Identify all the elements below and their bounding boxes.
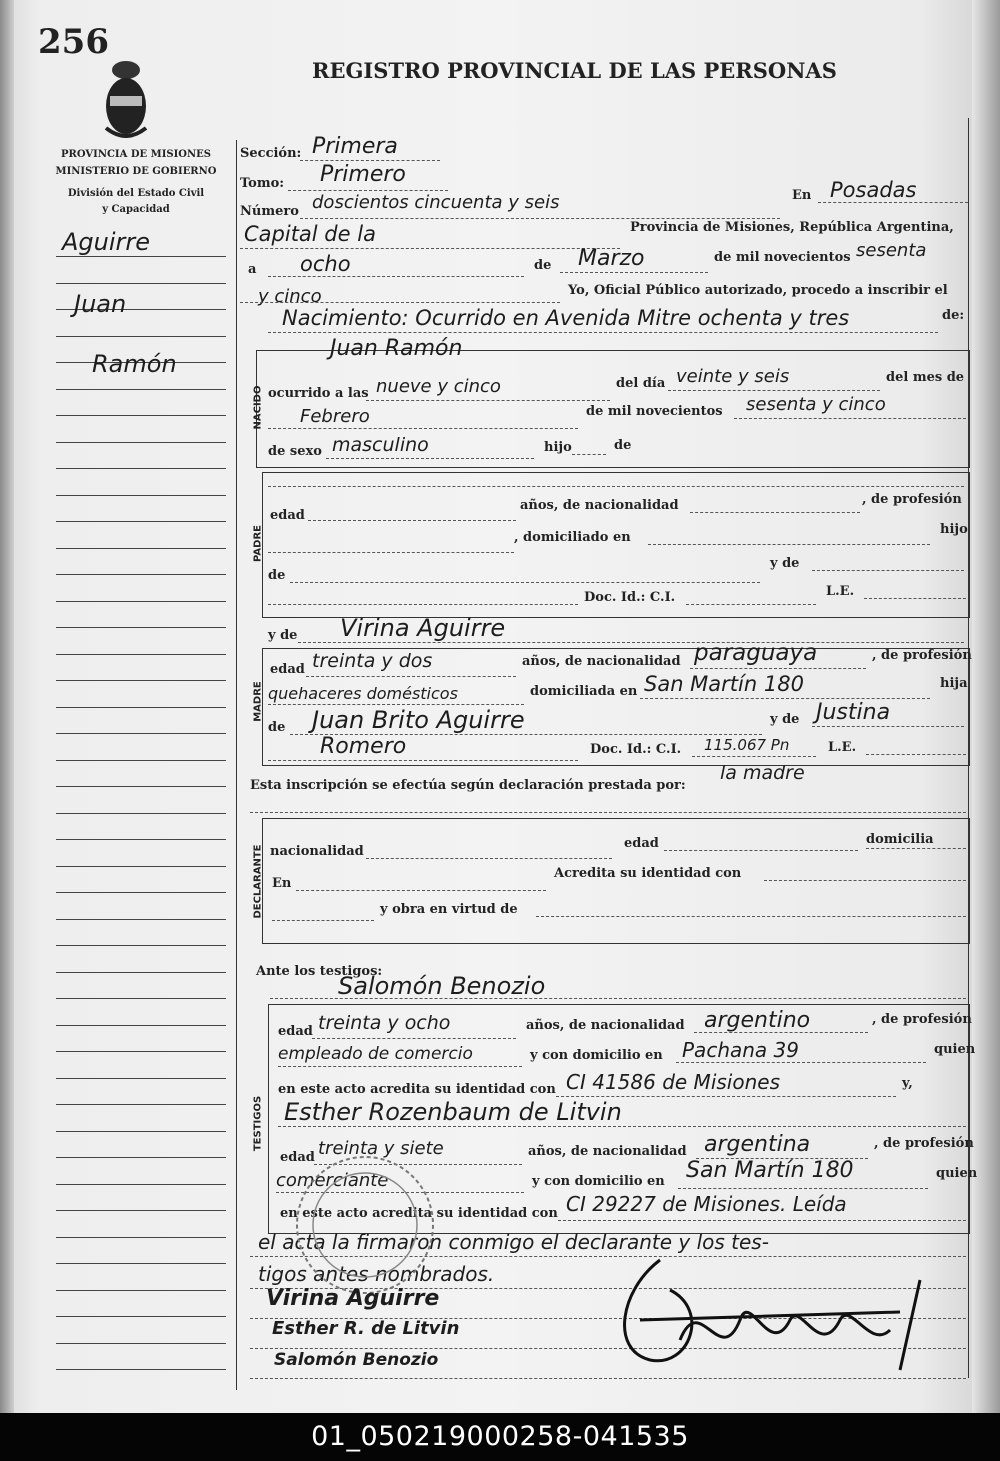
abuela-line xyxy=(812,726,964,727)
margin-rule xyxy=(56,866,226,867)
t2-nac-value: argentina xyxy=(704,1132,811,1157)
margin-surname: Aguirre xyxy=(62,228,151,256)
madre-label: MADRE xyxy=(252,681,264,722)
padre-doc-label: Doc. Id.: C.I. xyxy=(584,590,676,605)
madre-dom-label: domiciliada en xyxy=(530,684,638,699)
margin-rule xyxy=(56,813,226,814)
padre-de-label: de xyxy=(268,568,286,583)
margin-rule xyxy=(56,1025,226,1026)
margin-rule xyxy=(56,1131,226,1132)
madre-nac-line xyxy=(690,668,866,669)
madre-prof-line xyxy=(268,704,524,705)
t1-doc-line xyxy=(556,1096,896,1097)
tomo-line xyxy=(288,190,448,191)
margin-rule xyxy=(56,389,226,390)
official-signature-icon xyxy=(600,1250,960,1380)
margin-rule xyxy=(56,256,226,257)
padre-edad-line xyxy=(308,520,516,521)
margin-rule xyxy=(56,972,226,973)
madre-prof-value: quehaceres domésticos xyxy=(268,684,458,703)
dia-nac-value: veinte y seis xyxy=(676,366,790,387)
margin-rule xyxy=(56,415,226,416)
margin-rule xyxy=(56,468,226,469)
t1-acredita-label: en este acto acredita su identidad con xyxy=(278,1082,556,1097)
padre-dom-line xyxy=(648,544,930,545)
madre-dom-line xyxy=(640,698,930,699)
padre-doc-pre-line xyxy=(268,604,578,605)
en-line xyxy=(818,202,968,203)
padre-profesion-label: , de profesión xyxy=(862,492,962,507)
t1-doc-value: CI 41586 de Misiones xyxy=(566,1070,780,1094)
margin-rule xyxy=(56,1290,226,1291)
margin-rule xyxy=(56,1078,226,1079)
declarante-label: DECLARANTE xyxy=(252,844,264,919)
ministry-line4: y Capacidad xyxy=(102,204,170,215)
madre-hija-label: hija xyxy=(940,676,968,691)
nacimiento-line xyxy=(268,332,938,333)
madre-de-label: de xyxy=(268,720,286,735)
form-title: REGISTRO PROVINCIAL DE LAS PERSONAS xyxy=(312,58,837,83)
margin-rule xyxy=(56,945,226,946)
declarante-section xyxy=(262,818,970,944)
madre-dom-value: San Martín 180 xyxy=(644,672,804,696)
t1-edad-line xyxy=(312,1038,516,1039)
madre-edad-label: edad xyxy=(270,662,305,677)
declarante-value: la madre xyxy=(720,762,805,784)
t2-dom-line xyxy=(678,1188,928,1189)
madre-yde-label: y de xyxy=(268,628,298,643)
de-colon-label: de: xyxy=(942,308,965,323)
padre-anos-label: años, de nacionalidad xyxy=(520,498,679,513)
margin-rule xyxy=(56,839,226,840)
t2-doc-line xyxy=(558,1220,966,1221)
padre-yde-label: y de xyxy=(770,556,800,571)
margin-rule xyxy=(56,1263,226,1264)
margin-rule xyxy=(56,760,226,761)
ocurrido-label: ocurrido a las xyxy=(268,386,369,401)
abuela-value-b: Romero xyxy=(320,734,407,759)
anio-nac-value: sesenta y cinco xyxy=(746,394,886,415)
t1-quien-label: quien xyxy=(934,1042,976,1057)
padre-nac-line xyxy=(690,512,860,513)
t2-dom-label: y con domicilio en xyxy=(532,1174,665,1189)
inscripcion-line xyxy=(250,812,966,813)
en-value: Posadas xyxy=(830,178,917,202)
decl-pre-line xyxy=(272,920,374,921)
decl-acredita-label: Acredita su identidad con xyxy=(554,866,742,881)
seccion-line xyxy=(300,160,440,161)
margin-rule xyxy=(56,548,226,549)
padre-parents-line xyxy=(290,582,760,583)
t2-prof-value: comerciante xyxy=(276,1170,389,1191)
page-number: 256 xyxy=(38,22,109,62)
margin-rule xyxy=(56,1184,226,1185)
t1-dom-label: y con domicilio en xyxy=(530,1048,663,1063)
margin-rule xyxy=(56,1104,226,1105)
madre-name-line xyxy=(298,642,964,643)
testigo1-line xyxy=(270,998,966,999)
testigos-label: Ante los testigos: xyxy=(256,964,383,979)
madre-nombre-value: Virina Aguirre xyxy=(340,614,506,642)
official-stamp-icon xyxy=(290,1150,440,1300)
margin-rule xyxy=(56,574,226,575)
dia-nac-line xyxy=(668,390,880,391)
padre-le-label: L.E. xyxy=(826,584,855,599)
decl-edad-label: edad xyxy=(624,836,659,851)
decl-nac-label: nacionalidad xyxy=(270,844,364,859)
ministry-line1: PROVINCIA DE MISIONES xyxy=(61,149,211,160)
yo-oficial-label: Yo, Oficial Público autorizado, procedo a inscribir el xyxy=(568,283,948,298)
t1-nac-value: argentino xyxy=(704,1008,811,1033)
de2-label: de xyxy=(614,438,632,453)
capital-line xyxy=(240,248,620,249)
padre-le-line xyxy=(864,598,966,599)
margin-rule xyxy=(56,1369,226,1370)
margin-rule xyxy=(56,707,226,708)
sexo-label: de sexo xyxy=(268,444,322,459)
cierre-line2: tigos antes nombrados. xyxy=(258,1262,495,1286)
sexo-value: masculino xyxy=(332,434,429,456)
t2-edad-label: edad xyxy=(280,1150,315,1165)
padre-edad-label: edad xyxy=(270,508,305,523)
decl-domicilia-line xyxy=(866,848,966,849)
mes-line xyxy=(560,272,708,273)
margin-rule xyxy=(56,919,226,920)
anio-value-a: sesenta xyxy=(856,240,927,261)
margin-rule xyxy=(56,495,226,496)
ministry-line2: MINISTERIO DE GOBIERNO xyxy=(55,166,217,177)
cierre-line1: el acta la firmaron conmigo el declarante y los tes- xyxy=(258,1230,769,1254)
padre-prof-line xyxy=(268,552,514,553)
capital-value: Capital de la xyxy=(244,222,376,246)
margin-rule xyxy=(56,336,226,337)
filename-text: 01_050219000258-041535 xyxy=(311,1421,689,1452)
decl-en-label: En xyxy=(272,876,292,891)
t1-edad-label: edad xyxy=(278,1024,313,1039)
anio-value-b: y cinco xyxy=(258,286,322,307)
madre-profesion-label: , de profesión xyxy=(872,648,972,663)
madre-doc-label: Doc. Id.: C.I. xyxy=(590,742,682,757)
decl-domicilia-label: domicilia xyxy=(866,832,934,847)
madre-yde2-label: y de xyxy=(770,712,800,727)
madre-le-line xyxy=(866,754,966,755)
margin-rule xyxy=(56,521,226,522)
hijo-label: hijo xyxy=(544,440,572,455)
testigo2-value: Esther Rozenbaum de Litvin xyxy=(284,1098,622,1126)
padre-dom-label: , domiciliado en xyxy=(514,530,631,545)
madre-doc-value: 115.067 Pn xyxy=(704,736,790,754)
tomo-label: Tomo: xyxy=(240,176,285,191)
book-binding xyxy=(0,0,14,1413)
seccion-label: Sección: xyxy=(240,146,302,161)
t2-edad-value: treinta y siete xyxy=(318,1138,444,1159)
madre-anos-label: años, de nacionalidad xyxy=(522,654,681,669)
dia-line xyxy=(268,276,524,277)
t1-anos-label: años, de nacionalidad xyxy=(526,1018,685,1033)
margin-rule xyxy=(56,998,226,999)
margin-rule xyxy=(56,1210,226,1211)
margin-rule xyxy=(56,786,226,787)
margin-first-name: Juan xyxy=(74,290,127,318)
t1-dom-line xyxy=(676,1062,926,1063)
mil-novecientos-label: de mil novecientos xyxy=(714,250,851,265)
ministry-line3: División del Estado Civil xyxy=(67,188,205,199)
numero-value: doscientos cincuenta y seis xyxy=(312,192,560,213)
del-dia-label: del día xyxy=(616,376,666,391)
madre-edad-value: treinta y dos xyxy=(312,650,433,672)
padre-doc-line xyxy=(686,604,816,605)
margin-rule xyxy=(56,680,226,681)
de-mil-nov-label: de mil novecientos xyxy=(586,404,723,419)
nombre-value: Juan Ramón xyxy=(330,336,463,361)
filename-footer xyxy=(0,1413,1000,1461)
decl-acredita-line xyxy=(764,880,966,881)
t2-quien-label: quien xyxy=(936,1166,978,1181)
t1-y-label: y, xyxy=(902,1076,913,1091)
margin-rule xyxy=(56,1316,226,1317)
abuela-value-a: Justina xyxy=(816,700,891,725)
mes-nac-line xyxy=(268,428,578,429)
madre-nac-value: paraguaya xyxy=(694,640,818,666)
margin-rule xyxy=(56,654,226,655)
margin-rule xyxy=(56,283,226,284)
margin-rule xyxy=(56,1237,226,1238)
decl-nac-line xyxy=(366,858,612,859)
hijo-line xyxy=(572,454,606,455)
margin-rule xyxy=(56,733,226,734)
coat-of-arms-icon xyxy=(100,58,152,144)
provincia-label: Provincia de Misiones, República Argentina, xyxy=(630,220,954,235)
decl-obra-label: y obra en virtud de xyxy=(380,902,518,917)
padre-yde-line xyxy=(812,570,964,571)
decl-en-line xyxy=(296,890,546,891)
decl-obra-line xyxy=(536,916,966,917)
t2-profesion-label: , de profesión xyxy=(874,1136,974,1151)
margin-rule xyxy=(56,1157,226,1158)
hora-value: nueve y cinco xyxy=(376,376,501,397)
inscripcion-label: Esta inscripción se efectúa según declaración prestada por: xyxy=(250,778,686,793)
madre-doc-line xyxy=(692,756,816,757)
padre-name-line xyxy=(268,486,964,487)
margin-rule xyxy=(56,892,226,893)
de-label: de xyxy=(534,258,552,273)
abuela-b-line xyxy=(268,760,578,761)
nacido-label: NACIDO xyxy=(252,385,264,430)
margin-second-name: Ramón xyxy=(92,350,177,378)
anio-line xyxy=(240,302,560,303)
firma-madre: Virina Aguirre xyxy=(266,1286,440,1311)
seccion-value: Primera xyxy=(312,134,398,159)
t1-prof-line xyxy=(278,1066,522,1067)
del-mes-label: del mes de xyxy=(886,370,965,385)
testigo2-line xyxy=(278,1126,966,1127)
firma-testigo2: Esther R. de Litvin xyxy=(272,1318,460,1339)
t1-edad-value: treinta y ocho xyxy=(318,1012,451,1034)
dia-value: ocho xyxy=(300,252,351,276)
mes-value: Marzo xyxy=(578,246,645,271)
t1-prof-value: empleado de comercio xyxy=(278,1044,473,1064)
abuelo-value: Juan Brito Aguirre xyxy=(312,706,525,734)
padre-hijo-label: hijo xyxy=(940,522,968,537)
hora-line xyxy=(366,400,610,401)
nacimiento-value: Nacimiento: Ocurrido en Avenida Mitre ochenta y tres xyxy=(282,306,850,330)
a-label: a xyxy=(248,262,257,277)
decl-edad-line xyxy=(664,850,858,851)
main-column-rule xyxy=(236,140,237,1390)
t2-acredita-label: en este acto acredita su identidad con xyxy=(280,1206,558,1221)
mes-nac-value: Febrero xyxy=(300,406,370,427)
sexo-line xyxy=(326,458,534,459)
margin-rule xyxy=(56,1343,226,1344)
t2-anos-label: años, de nacionalidad xyxy=(528,1144,687,1159)
t1-profesion-label: , de profesión xyxy=(872,1012,972,1027)
testigo1-value: Salomón Benozio xyxy=(338,972,546,1000)
firma-testigo1: Salomón Benozio xyxy=(274,1350,439,1370)
t1-dom-value: Pachana 39 xyxy=(682,1038,799,1062)
page-edge xyxy=(972,0,1000,1413)
t2-dom-value: San Martín 180 xyxy=(686,1158,854,1183)
margin-rule xyxy=(56,627,226,628)
numero-line xyxy=(300,218,780,219)
madre-edad-line xyxy=(306,676,516,677)
testigos-vertical-label: TESTIGOS xyxy=(252,1095,264,1152)
margin-rule xyxy=(56,601,226,602)
margin-rule xyxy=(56,442,226,443)
tomo-value: Primero xyxy=(320,162,406,187)
padre-label: PADRE xyxy=(252,525,264,562)
madre-le-label: L.E. xyxy=(828,740,857,755)
margin-rule xyxy=(56,1051,226,1052)
en-label: En xyxy=(792,188,812,203)
anio-nac-line xyxy=(734,418,966,419)
t2-doc-value: CI 29227 de Misiones. Leída xyxy=(566,1192,847,1216)
numero-label: Número xyxy=(240,204,299,219)
